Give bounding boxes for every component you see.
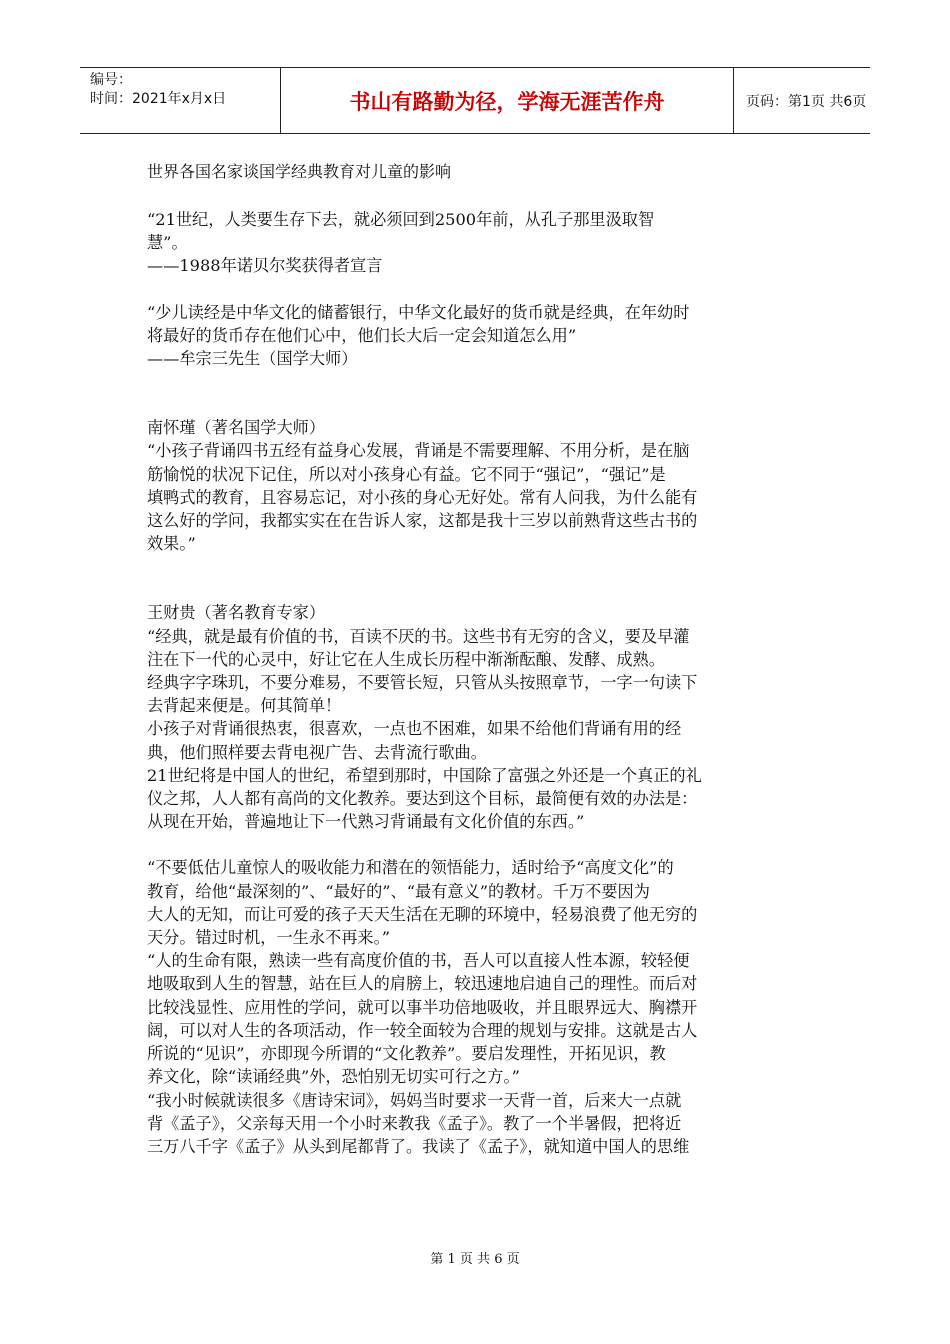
quote-source: ——1988年诺贝尔奖获得者宣言: [147, 256, 383, 276]
body-line: 所说的“见识”，亦即现今所谓的“文化教养”。要启发理性，开拓见识，教: [147, 1044, 666, 1064]
body-line: 阔，可以对人生的各项活动，作一较全面较为合理的规划与安排。这就是古人: [147, 1020, 698, 1040]
number-label: 编号：: [90, 72, 132, 88]
body-line: “经典，就是最有价值的书，百读不厌的书。这些书有无穷的含义，要及早灌: [147, 626, 690, 646]
body-line: 21世纪将是中国人的世纪，希望到那时，中国除了富强之外还是一个真正的礼: [147, 765, 702, 785]
body-line: 养文化，除“读诵经典”外，恐怕别无切实可行之方。”: [147, 1067, 520, 1087]
page-info: 页码：第1页 共6页: [746, 93, 867, 110]
body-line: 仪之邦，人人都有高尚的文化教养。要达到这个目标，最简便有效的办法是：: [147, 789, 698, 809]
body-line: “小孩子背诵四书五经有益身心发展，背诵是不需要理解、不用分析，是在脑: [147, 441, 690, 461]
body-line: 比较浅显性、应用性的学问，就可以事半功倍地吸收，并且眼界远大、胸襟开: [147, 997, 698, 1017]
quote-line: 将最好的货币存在他们心中，他们长大后一定会知道怎么用”: [147, 325, 577, 345]
body-line: 筋愉悦的状况下记住，所以对小孩身心有益。它不同于“强记”，“强记”是: [147, 464, 666, 484]
speaker-name: 王财贵（著名教育专家）: [147, 603, 326, 623]
body-line: 背《孟子》，父亲每天用一个小时来教我《孟子》。教了一个半暑假，把将近: [147, 1113, 682, 1133]
body-line: 小孩子对背诵很热衷，很喜欢，一点也不困难，如果不给他们背诵有用的经: [147, 719, 682, 739]
body-line: “人的生命有限，熟读一些有高度价值的书，吾人可以直接人性本源，较轻便: [147, 951, 690, 971]
body-line: 典，他们照样要去背电视广告、去背流行歌曲。: [147, 742, 487, 762]
speaker-name: 南怀瑾（著名国学大师）: [147, 418, 326, 438]
body-line: 注在下一代的心灵中，好让它在人生成长历程中渐渐酝酿、发酵、成熟。: [147, 649, 665, 669]
quote-line: “少儿读经是中华文化的储蓄银行，中华文化最好的货币就是经典，在年幼时: [147, 302, 690, 322]
body-line: 三万八千字《孟子》从头到尾都背了。我读了《孟子》，就知道中国人的思维: [147, 1136, 690, 1156]
document-header: [80, 67, 870, 134]
page-footer: 第 1 页 共 6 页: [430, 1252, 520, 1267]
quote-line: “21世纪，人类要生存下去，就必须回到2500年前，从孔子那里汲取智: [147, 210, 655, 229]
body-line: 从现在开始，普遍地让下一代熟习背诵最有文化价值的东西。”: [147, 812, 585, 832]
body-line: 填鸭式的教育，且容易忘记，对小孩的身心无好处。常有人问我，为什么能有: [147, 487, 698, 507]
time-label: 时间：2021年x月x日: [90, 91, 227, 107]
body-line: 地吸取到人生的智慧，站在巨人的肩膀上，较迅速地启迪自己的理性。而后对: [147, 974, 698, 994]
body-line: 大人的无知，而让可爱的孩子天天生活在无聊的环境中，轻易浪费了他无穷的: [147, 904, 698, 924]
document-body: [147, 159, 807, 1158]
quote-line: 慧”。: [147, 233, 188, 253]
body-line: “我小时候就读很多《唐诗宋词》，妈妈当时要求一天背一首，后来大一点就: [147, 1090, 682, 1110]
header-meta: [80, 68, 281, 133]
body-line: 教育，给他“最深刻的”、“最好的”、“最有意义”的教材。千万不要因为: [147, 881, 650, 901]
body-line: “不要低估儿童惊人的吸收能力和潜在的领悟能力，适时给予“高度文化”的: [147, 858, 674, 878]
body-line: 效果。”: [147, 534, 196, 554]
document-title: 世界各国名家谈国学经典教育对儿童的影响: [147, 162, 452, 181]
body-line: 天分。错过时机，一生永不再来。”: [147, 928, 390, 948]
body-line: 去背起来便是。何其简单！: [147, 696, 342, 716]
header-page-info: [734, 68, 870, 133]
header-motto-cell: [281, 68, 734, 133]
body-line: 这么好的学问，我都实实在在告诉人家，这都是我十三岁以前熟背这些古书的: [147, 511, 698, 531]
body-line: 经典字字珠玑，不要分难易，不要管长短，只管从头按照章节，一字一句读下: [147, 673, 698, 693]
motto: 书山有路勤为径，学海无涯苦作舟: [349, 89, 665, 114]
quote-source: ——牟宗三先生（国学大师）: [147, 349, 358, 369]
